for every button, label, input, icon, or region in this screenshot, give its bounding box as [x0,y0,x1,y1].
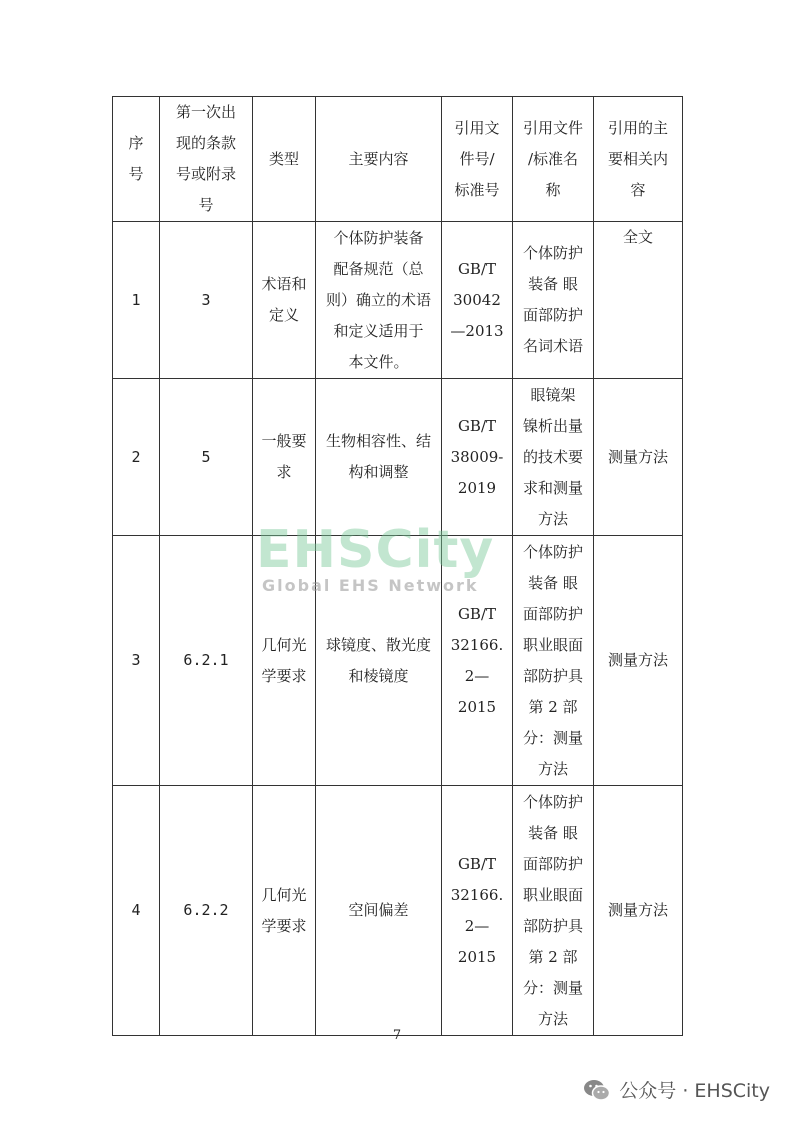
wechat-icon [583,1078,611,1102]
cell-docno [442,536,513,786]
cell-line: 测量方法 [607,651,668,669]
cell-line: 2019 [457,478,497,497]
brand-label: 公众号 · EHSCity [619,1080,770,1102]
header-seq [113,97,160,222]
cell-line: 求 [276,463,292,481]
cell-line: 38009- [450,447,504,466]
cell-line: 32166. [450,635,504,654]
cell-line: 方法 [537,509,568,528]
cell-docno [442,786,513,1036]
cell-line: GB/T [457,259,497,278]
cell-line: 个体防护 [522,542,583,561]
cell-line: 个体防护 [522,244,583,262]
cell-line: 和定义适用于 [333,321,424,340]
cell-line: 测量方法 [607,901,668,919]
header-line: 引用的主 [607,118,668,137]
cell-line: 的技术要 [522,447,583,466]
cell-related [594,786,683,1036]
cell-docname [513,222,594,379]
cell-line: 本文件。 [348,352,409,371]
header-line: 容 [630,180,646,199]
cell-clause: 5 [160,379,253,536]
header-line: 第一次出 [175,103,236,121]
cell-content [316,786,442,1036]
cell-related [594,536,683,786]
cell-line: 求和测量 [522,478,583,497]
cell-line: 几何光 [261,635,307,654]
cell-line: —2013 [450,321,504,340]
header-line: 现的条款 [175,134,236,152]
cell-line: 和棱镜度 [348,666,409,685]
cell-docname [513,536,594,786]
header-line: 引用文件 [522,118,583,137]
brand-footer [583,1076,770,1103]
cell-line: 生物相容性、结 [325,432,431,450]
cell-seq: 2 [113,379,160,536]
cell-line: 装备 眼 [528,823,578,842]
cell-line: 2015 [457,947,497,966]
table-row [113,536,683,786]
cell-line: 30042 [453,290,501,309]
cell-line: 配备规范（总 [333,259,424,278]
cell-type [253,786,316,1036]
cell-line: 面部防护 [522,604,583,623]
header-content [316,97,442,222]
cell-line: 眼镜架 [530,385,576,404]
cell-clause: 3 [160,222,253,379]
header-line: 号或附录 [175,165,236,183]
cell-line: 32166. [450,885,504,904]
cell-line: 术语和 [261,275,307,293]
cell-line: 分：测量 [522,728,583,747]
header-line: 件号/ [459,149,495,168]
cell-content [316,222,442,379]
header-related [594,97,683,222]
header-line: 称 [545,180,561,199]
cell-line: 个体防护装备 [333,228,424,247]
cell-line: 2— [464,666,490,685]
table-row [113,786,683,1036]
cell-docname [513,786,594,1036]
header-line: 号 [198,196,214,214]
watermark-logo: EHSCity [256,520,495,580]
cell-line: GB/T [457,604,497,623]
cell-line: 定义 [268,306,299,324]
cell-type [253,379,316,536]
cell-line: 全文 [622,228,653,246]
cell-clause: 6.2.1 [160,536,253,786]
cell-seq: 4 [113,786,160,1036]
cell-line: 几何光 [261,885,307,904]
header-line: 号 [128,165,144,183]
cell-line: 球镜度、散光度 [325,635,431,654]
cell-type [253,222,316,379]
cell-line: 部防护具 [522,916,583,935]
cell-seq: 1 [113,222,160,379]
cell-line: 装备 眼 [528,573,578,592]
header-line: /标准名 [527,149,579,168]
header-line: 引用文 [454,118,500,137]
cell-line: 面部防护 [522,854,583,873]
header-type [253,97,316,222]
cell-line: 名词术语 [522,337,583,355]
cell-line: 装备 眼 [528,275,578,293]
table-row [113,379,683,536]
header-line: 类型 [268,149,299,168]
cell-line: 构和调整 [348,463,409,481]
table-header-row [113,97,683,222]
cell-line: 部防护具 [522,666,583,685]
cell-clause: 6.2.2 [160,786,253,1036]
cell-line: 方法 [537,1009,568,1028]
cell-line: 职业眼面 [522,635,583,654]
cell-line: GB/T [457,416,497,435]
cell-content [316,379,442,536]
cell-content [316,536,442,786]
header-line: 标准号 [454,180,500,199]
cell-line: 则）确立的术语 [325,290,431,309]
cell-line: 空间偏差 [348,901,409,919]
cell-docno [442,222,513,379]
cell-related [594,379,683,536]
table-row [113,222,683,379]
cell-line: 镍析出量 [522,416,583,435]
cell-line: 分：测量 [522,978,583,997]
cell-line: 测量方法 [607,447,668,466]
reference-table [112,96,683,1036]
cell-related [594,222,683,379]
watermark-subtitle: Global EHS Network [262,576,479,595]
cell-docno [442,379,513,536]
cell-line: GB/T [457,854,497,873]
cell-line: 第 2 部 [528,947,578,966]
cell-line: 个体防护 [522,792,583,811]
cell-line: 学要求 [261,666,307,685]
cell-line: 面部防护 [522,306,583,324]
cell-line: 2015 [457,697,497,716]
cell-seq: 3 [113,536,160,786]
cell-line: 方法 [537,759,568,778]
header-docname [513,97,594,222]
header-docno [442,97,513,222]
cell-type [253,536,316,786]
header-line: 序 [128,134,144,152]
cell-line: 职业眼面 [522,885,583,904]
header-line: 要相关内 [607,149,668,168]
header-clause [160,97,253,222]
cell-line: 2— [464,916,490,935]
page-number: 7 [392,1028,402,1043]
cell-line: 学要求 [261,916,307,935]
cell-docname [513,379,594,536]
header-line: 主要内容 [348,149,409,168]
cell-line: 第 2 部 [528,697,578,716]
cell-line: 一般要 [261,432,307,450]
